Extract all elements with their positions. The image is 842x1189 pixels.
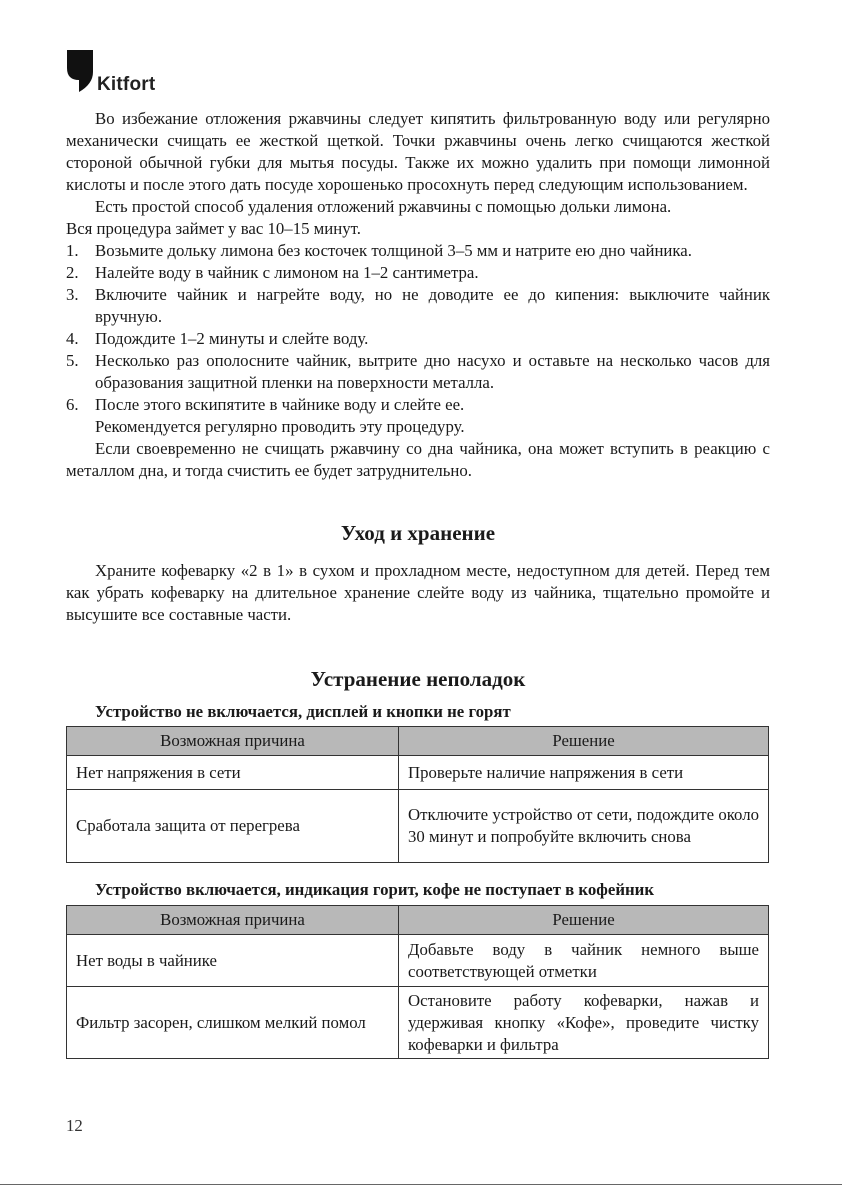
list-item: 3. Включите чайник и нагрейте воду, но не доводите ее до кипения: выключите чайник вручную. — [66, 285, 770, 326]
rust-paragraph-2: Есть простой способ удаления отложений ржавчины с помощью дольки лимона. — [95, 197, 672, 216]
list-item: 4. Подождите 1–2 минуты и слейте воду. — [66, 329, 369, 348]
list-item: 6. После этого вскипятите в чайнике воду и слейте ее. — [66, 395, 465, 414]
list-item: 5. Несколько раз ополосните чайник, вытрите дно насухо и оставьте на несколько часов для образования защитной пленки на поверхности металла. — [66, 351, 770, 392]
solution-cell: Остановите работу кофеварки, нажав и удерживая кнопку «Кофе», проведите чистку кофеварки и фильтра — [399, 987, 769, 1059]
brand-name: Kitfort — [97, 74, 156, 95]
care-heading: Уход и хранение — [340, 521, 496, 545]
table-header-row — [67, 906, 769, 935]
table-row — [67, 790, 769, 863]
cause-cell: Нет воды в чайнике — [67, 935, 399, 987]
column-header-cause: Возможная причина — [67, 727, 399, 756]
troubleshooting-table-1 — [66, 726, 769, 863]
rust-paragraph-5: Если своевременно не счищать ржавчину со дна чайника, она может вступить в реакцию с металлом дна, и тогда счистить ее будет затруднительно. — [66, 439, 770, 480]
solution-cell: Добавьте воду в чайник немного выше соответствующей отметки — [399, 935, 769, 987]
table-row — [67, 756, 769, 790]
solution-cell: Отключите устройство от сети, подождите около 30 минут и попробуйте включить снова — [399, 790, 769, 863]
cause-cell: Сработала защита от перегрева — [67, 790, 399, 863]
rust-paragraph-3: Вся процедура займет у вас 10–15 минут. — [66, 219, 361, 238]
table-row — [67, 935, 769, 987]
list-item: 2. Налейте воду в чайник с лимоном на 1–2 сантиметра. — [66, 263, 479, 282]
table-row — [67, 987, 769, 1059]
troubleshooting-heading: Устранение неполадок — [310, 667, 526, 691]
cause-cell: Нет напряжения в сети — [67, 756, 399, 790]
column-header-cause: Возможная причина — [67, 906, 399, 935]
cause-cell: Фильтр засорен, слишком мелкий помол — [67, 987, 399, 1059]
list-item: 1. Возьмите дольку лимона без косточек толщиной 3–5 мм и натрите ею дно чайника. — [66, 241, 692, 260]
rust-paragraph-4: Рекомендуется регулярно проводить эту процедуру. — [95, 417, 465, 436]
column-header-solution: Решение — [399, 727, 769, 756]
page-content — [66, 108, 770, 1059]
table-header-row — [67, 727, 769, 756]
column-header-solution: Решение — [399, 906, 769, 935]
rust-paragraph-1: Во избежание отложения ржавчины следует кипятить фильтрованную воду или регулярно механически счищать ее жесткой щеткой. Точки ржавчины очень легко счищаются жесткой стороной обычной губки для мытья посуды. Также их можно удалить при помощи лимонной кислоты и после этого дать посуде хорошенько просохнуть перед следующим использованием. — [66, 109, 770, 194]
troubleshooting-table-2 — [66, 905, 769, 1059]
care-paragraph: Храните кофеварку «2 в 1» в сухом и прохладном месте, недоступном для детей. Перед тем как убрать кофеварку на длительное хранение слейте воду из чайника, тщательно промойте и высушите все составные части. — [66, 561, 770, 624]
table2-caption: Устройство включается, индикация горит, кофе не поступает в кофейник — [95, 880, 654, 899]
page-bottom-rule — [0, 1184, 842, 1185]
page-number: 12 — [66, 1116, 83, 1135]
rust-steps-list — [66, 240, 770, 416]
table1-caption: Устройство не включается, дисплей и кнопки не горят — [95, 702, 511, 721]
solution-cell: Проверьте наличие напряжения в сети — [399, 756, 769, 790]
